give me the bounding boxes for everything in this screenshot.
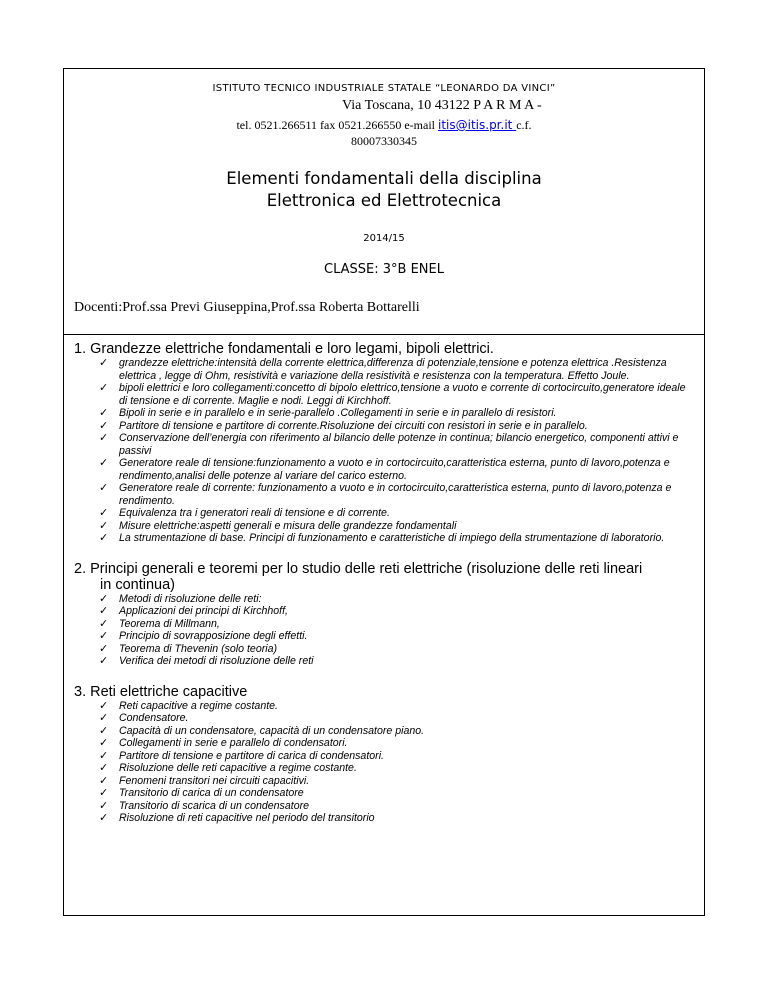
topic-list [64,700,704,825]
list-item-text: Capacità di un condensatore, capacità di un condensatore piano. [119,724,425,737]
checkmark-icon: ✓ [99,711,109,724]
checkmark-icon: ✓ [99,748,109,762]
list-item-text: Verifica dei metodi di risoluzione delle reti [119,655,314,667]
list-item-text: Collegamenti in serie e parallelo di condensatori. [119,737,348,749]
list-item-text: Generatore reale di corrente: funzionamento a vuoto e in cortocircuito,caratteristica esterna, punto di lavoro,potenza e rendimento. [119,482,672,507]
checkmark-icon: ✓ [99,723,109,737]
email-link[interactable]: itis@itis.pr.it [438,118,517,132]
list-item-text: Risoluzione di reti capacitive nel periodo del transitorio [119,812,375,824]
checkmark-icon: ✓ [99,641,109,655]
checkmark-icon: ✓ [99,456,109,469]
checkmark-icon: ✓ [99,431,109,444]
checkmark-icon: ✓ [99,506,109,519]
list-item [99,629,694,643]
checkmark-icon: ✓ [99,604,109,617]
checkmark-icon: ✓ [99,798,109,812]
list-item-text: Teorema di Millmann, [119,617,220,630]
teachers: Docenti:Prof.ssa Previ Giuseppina,Prof.ssa Roberta Bottarelli [74,300,420,315]
phone-fax: tel. 0521.266511 fax 0521.266550 e-mail [236,118,438,132]
section-title-line: 1. Grandezze elettriche fondamentali e loro legami, bipoli elettrici. [74,341,494,357]
section-2 [64,561,704,668]
section-title-continuation: in continua) [100,576,175,593]
syllabus-sections [64,335,704,825]
list-item [99,736,694,750]
list-item [99,773,694,788]
list-item-text: Equivalenza tra i generatori reali di tensione e di corrente. [119,507,390,519]
school-year: 2014/15 [363,233,405,244]
tax-code-label: c.f. [516,118,532,132]
checkmark-icon: ✓ [99,591,109,605]
section-title-line: 3. Reti elettriche capacitive [74,683,248,700]
list-item-text: La strumentazione di base. Principi di funzionamento e caratteristiche di impiego della strumentazione di laboratorio. [119,532,665,544]
checkmark-icon: ✓ [99,531,109,544]
document-header [64,69,704,335]
checkmark-icon: ✓ [99,356,109,369]
checkmark-icon: ✓ [99,381,109,394]
section-title [64,341,704,357]
list-item [99,786,694,800]
list-item [99,698,694,713]
list-item-text: grandezze elettriche:intensità della corrente elettrica,differenza di potenziale,tensione e potenza elettrica .Resistenza elettrica , legge di Ohm, resistività e variazione della resistività e resistenza con la temperatura. Effetto Joule. [119,357,667,382]
class-name: CLASSE: 3°B ENEL [324,262,444,277]
topic-list [64,593,704,668]
list-item [99,531,694,545]
checkmark-icon: ✓ [99,518,109,532]
list-item-text: Teorema di Thevenin (solo teoria) [119,642,278,655]
checkmark-icon: ✓ [99,654,109,667]
school-name: ISTITUTO TECNICO INDUSTRIALE STATALE “LEONARDO DA VINCI” [212,83,556,94]
checkmark-icon: ✓ [99,406,109,419]
list-item [99,604,694,618]
list-item-text: Condensatore. [119,712,189,724]
list-item-text: Generatore reale di tensione:funzionamento a vuoto e in cortocircuito,caratteristica esterna, punto di lavoro,potenza e rendimento,analisi delle potenze al variare del carico esterno. [119,457,670,482]
school-address: Via Toscana, 10 43122 P A R M A - [342,98,542,113]
list-item-text: Conservazione dell’energia con riferimento al bilancio delle potenze in continua; bilancio energetico, componenti attivi e passivi [119,432,679,457]
section-1 [64,341,704,545]
checkmark-icon: ✓ [99,811,109,824]
list-item-text: bipoli elettrici e loro collegamenti:concetto di bipolo elettrico,tensione a vuoto e corrente di cortocircuito,generatore ideale di tensione e di corrente. Maglie e nodi. Leggi di Kirchhoff. [119,382,686,407]
list-item [99,431,694,457]
checkmark-icon: ✓ [99,761,109,774]
list-item-text: Fenomeni transitori nei circuiti capacitivi. [119,774,310,787]
checkmark-icon: ✓ [99,481,109,494]
list-item [99,616,694,631]
checkmark-icon: ✓ [99,736,109,749]
list-item [99,761,694,775]
list-item-text: Reti capacitive a regime costante. [119,699,278,712]
list-item [99,798,694,813]
checkmark-icon: ✓ [99,616,109,630]
list-item [99,723,694,738]
checkmark-icon: ✓ [99,773,109,787]
list-item-text: Metodi di risoluzione delle reti: [119,592,262,605]
list-item [99,481,694,507]
list-item [99,381,694,407]
list-item-text: Transitorio di scarica di un condensatore [119,799,309,812]
checkmark-icon: ✓ [99,786,109,799]
title-line-1: Elementi fondamentali della disciplina [226,169,542,188]
school-contacts [64,117,704,149]
list-item [99,506,694,520]
checkmark-icon: ✓ [99,698,109,712]
list-item-text: Principio di sovrapposizione degli effetti. [119,630,308,642]
section-3 [64,684,704,825]
list-item-text: Bipoli in serie e in parallelo e in serie-parallelo .Collegamenti in serie e in parallelo di resistori. [119,407,557,419]
topic-list [64,357,704,545]
list-item [99,811,694,825]
list-item-text: Risoluzione delle reti capacitive a regime costante. [119,762,357,774]
title-line-2: Elettronica ed Elettrotecnica [266,191,502,210]
list-item-text: Transitorio di carica di un condensatore [119,787,304,799]
section-title [64,684,704,700]
document-page [63,68,705,916]
tax-code: 80007330345 [351,134,417,148]
list-item-text: Applicazioni dei principi di Kirchhoff, [119,605,288,617]
list-item [99,641,694,656]
list-item [99,591,694,606]
section-title [64,561,704,593]
list-item [99,406,694,420]
list-item-text: Misure elettriche:aspetti generali e misura delle grandezze fondamentali [119,519,457,532]
list-item [99,418,694,433]
checkmark-icon: ✓ [99,629,109,642]
list-item-text: Partitore di tensione e partitore di carica di condensatori. [119,749,384,762]
section-title-line: 2. Principi generali e teoremi per lo studio delle reti elettriche (risoluzione delle reti lineari [74,560,643,577]
list-item [99,518,694,533]
list-item [99,711,694,725]
checkmark-icon: ✓ [99,418,109,432]
list-item [99,356,694,382]
list-item [99,654,694,668]
list-item [99,456,694,482]
document-title [64,168,704,212]
list-item [99,748,694,763]
list-item-text: Partitore di tensione e partitore di corrente.Risoluzione dei circuiti con resistori in serie e in parallelo. [119,419,588,432]
